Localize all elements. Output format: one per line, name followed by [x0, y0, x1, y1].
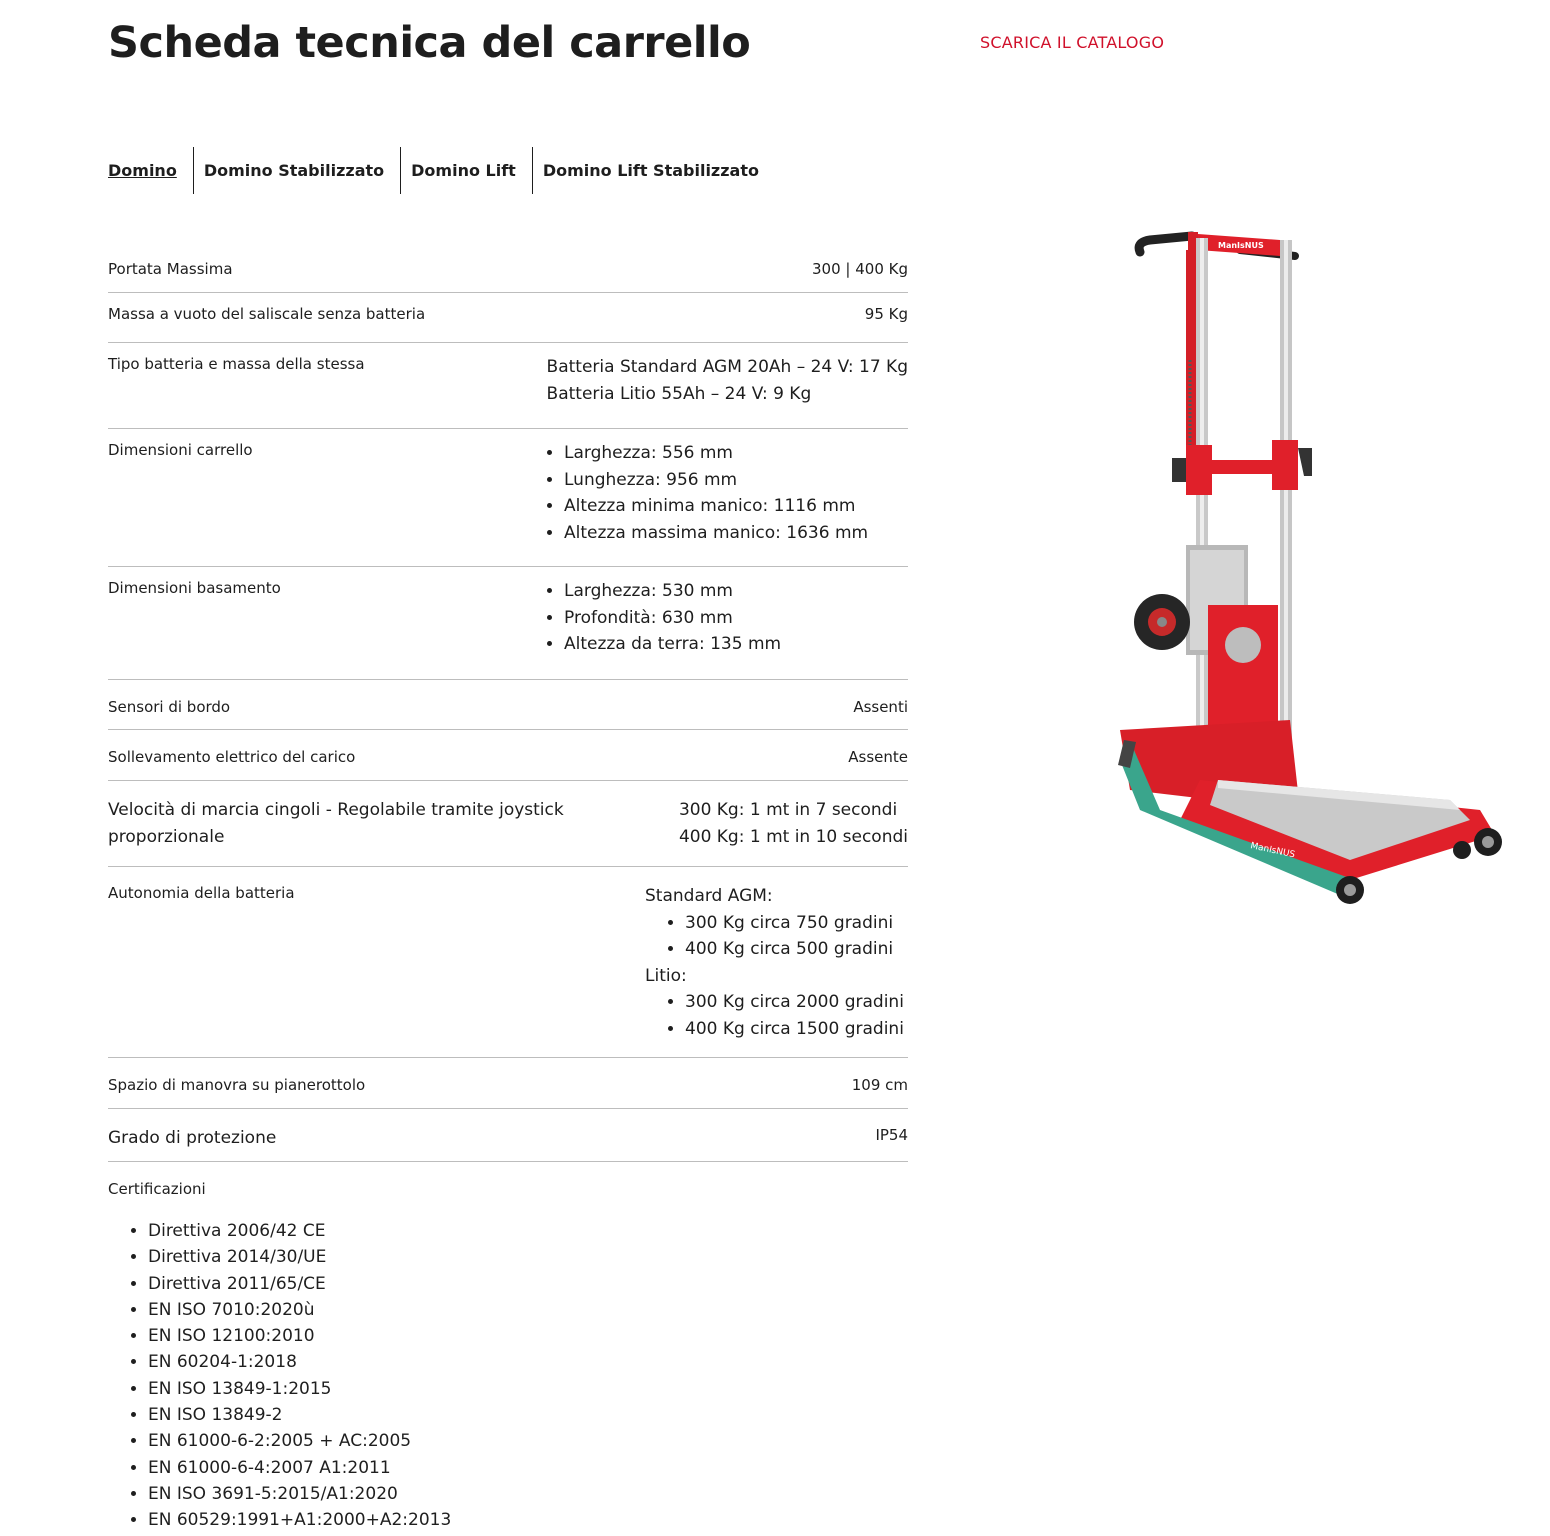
- spec-value: [546, 578, 908, 679]
- spec-label: Tipo batteria e massa della stessa: [108, 355, 365, 373]
- spec-label-line: Velocità di marcia cingoli - Regolabile tramite joystick: [108, 800, 564, 820]
- list-item: • Altezza massima manico: 1636 mm: [564, 520, 908, 547]
- list-item: • Altezza da terra: 135 mm: [564, 631, 908, 658]
- spec-row-velocita: [108, 781, 908, 867]
- tab-domino-lift[interactable]: Domino Lift: [401, 147, 533, 194]
- stair-climber-product-image: [1100, 220, 1520, 920]
- spec-label: Grado di protezione: [108, 1128, 277, 1148]
- spec-value: Assente: [848, 748, 908, 766]
- spec-row-dimensioni-basamento: [108, 567, 908, 680]
- spec-value: [645, 883, 908, 1057]
- spec-label: Massa a vuoto del saliscale senza batteria: [108, 305, 426, 323]
- list-item: • EN 60204-1:2018: [148, 1349, 908, 1375]
- list-item: • EN ISO 12100:2010: [148, 1323, 908, 1349]
- spec-value: [546, 440, 908, 566]
- list-item: • Altezza minima manico: 1116 mm: [564, 493, 908, 520]
- list-item: • Direttiva 2011/65/CE: [148, 1271, 908, 1297]
- product-logo: ManIsNUS: [1218, 241, 1264, 250]
- spec-value: Assenti: [853, 698, 908, 716]
- autonomy-litio-title: Litio:: [645, 965, 687, 986]
- base-logo: ManIsNUS: [1249, 841, 1296, 861]
- spec-value: 109 cm: [851, 1076, 908, 1094]
- spec-row-sollevamento: [108, 730, 908, 781]
- spec-value: [679, 797, 908, 866]
- list-item: • 300 Kg circa 2000 gradini: [685, 989, 908, 1016]
- list-item: • EN ISO 13849-1:2015: [148, 1376, 908, 1402]
- spec-label: Autonomia della batteria: [108, 884, 295, 902]
- list-item: • Larghezza: 530 mm: [564, 578, 908, 605]
- list-item: • Lunghezza: 956 mm: [564, 467, 908, 494]
- list-item: • EN ISO 13849-2: [148, 1402, 908, 1428]
- tab-domino[interactable]: Domino: [108, 147, 194, 194]
- product-tabs: [108, 147, 775, 194]
- list-item: • Direttiva 2006/42 CE: [148, 1218, 908, 1244]
- spec-row-batteria: [108, 343, 908, 429]
- list-item: • EN 61000-6-2:2005 + AC:2005: [148, 1428, 908, 1454]
- spec-row-autonomia: [108, 867, 908, 1058]
- speed-line: 400 Kg: 1 mt in 10 secondi: [678, 826, 908, 847]
- autonomy-standard-title: Standard AGM:: [645, 886, 773, 906]
- spec-table: [108, 248, 908, 1162]
- battery-line: Batteria Litio 55Ah – 24 V: 9 Kg: [546, 383, 812, 404]
- battery-line: Batteria Standard AGM 20Ah – 24 V: 17 Kg: [546, 357, 908, 377]
- page-title: Scheda tecnica del carrello: [108, 18, 751, 68]
- spec-label-line: proporzionale: [108, 826, 225, 847]
- download-catalog-link[interactable]: SCARICA IL CATALOGO: [980, 33, 1165, 52]
- list-item: • 400 Kg circa 1500 gradini: [685, 1016, 908, 1043]
- list-item: • Direttiva 2014/30/UE: [148, 1244, 908, 1270]
- list-item: • EN ISO 7010:2020ù: [148, 1297, 908, 1323]
- list-item: • EN 60529:1991+A1:2000+A2:2013: [148, 1507, 908, 1533]
- spec-label: Sollevamento elettrico del carico: [108, 748, 356, 766]
- spec-value: 300 | 400 Kg: [812, 260, 908, 278]
- speed-line: 300 Kg: 1 mt in 7 secondi: [678, 800, 898, 820]
- spec-label: Dimensioni basamento: [108, 579, 281, 597]
- certifications-label: Certificazioni: [108, 1180, 206, 1198]
- spec-row-massa: [108, 293, 908, 343]
- certifications-list: [108, 1218, 908, 1534]
- spec-label: Portata Massima: [108, 260, 233, 278]
- spec-label: Dimensioni carrello: [108, 441, 253, 459]
- spec-row-portata: [108, 248, 908, 293]
- spec-label: Sensori di bordo: [108, 698, 231, 716]
- spec-row-dimensioni-carrello: [108, 429, 908, 567]
- list-item: • EN 61000-6-4:2007 A1:2011: [148, 1455, 908, 1481]
- list-item: • 300 Kg circa 750 gradini: [685, 910, 908, 937]
- spec-label: [108, 797, 564, 866]
- certifications-section: [108, 1179, 908, 1534]
- tab-domino-lift-stabilizzato[interactable]: Domino Lift Stabilizzato: [542, 161, 759, 180]
- spec-label: Spazio di manovra su pianerottolo: [108, 1076, 366, 1094]
- list-item: • Profondità: 630 mm: [564, 605, 908, 632]
- list-item: • Larghezza: 556 mm: [564, 440, 908, 467]
- list-item: • EN ISO 3691-5:2015/A1:2020: [148, 1481, 908, 1507]
- spec-row-spazio: [108, 1058, 908, 1109]
- spec-value: 95 Kg: [864, 305, 908, 323]
- list-item: • 400 Kg circa 500 gradini: [685, 936, 908, 963]
- spec-row-sensori: [108, 680, 908, 730]
- spec-row-protezione: [108, 1109, 908, 1162]
- tab-domino-stabilizzato[interactable]: Domino Stabilizzato: [194, 147, 401, 194]
- spec-value: [547, 354, 908, 428]
- spec-value: IP54: [875, 1126, 908, 1144]
